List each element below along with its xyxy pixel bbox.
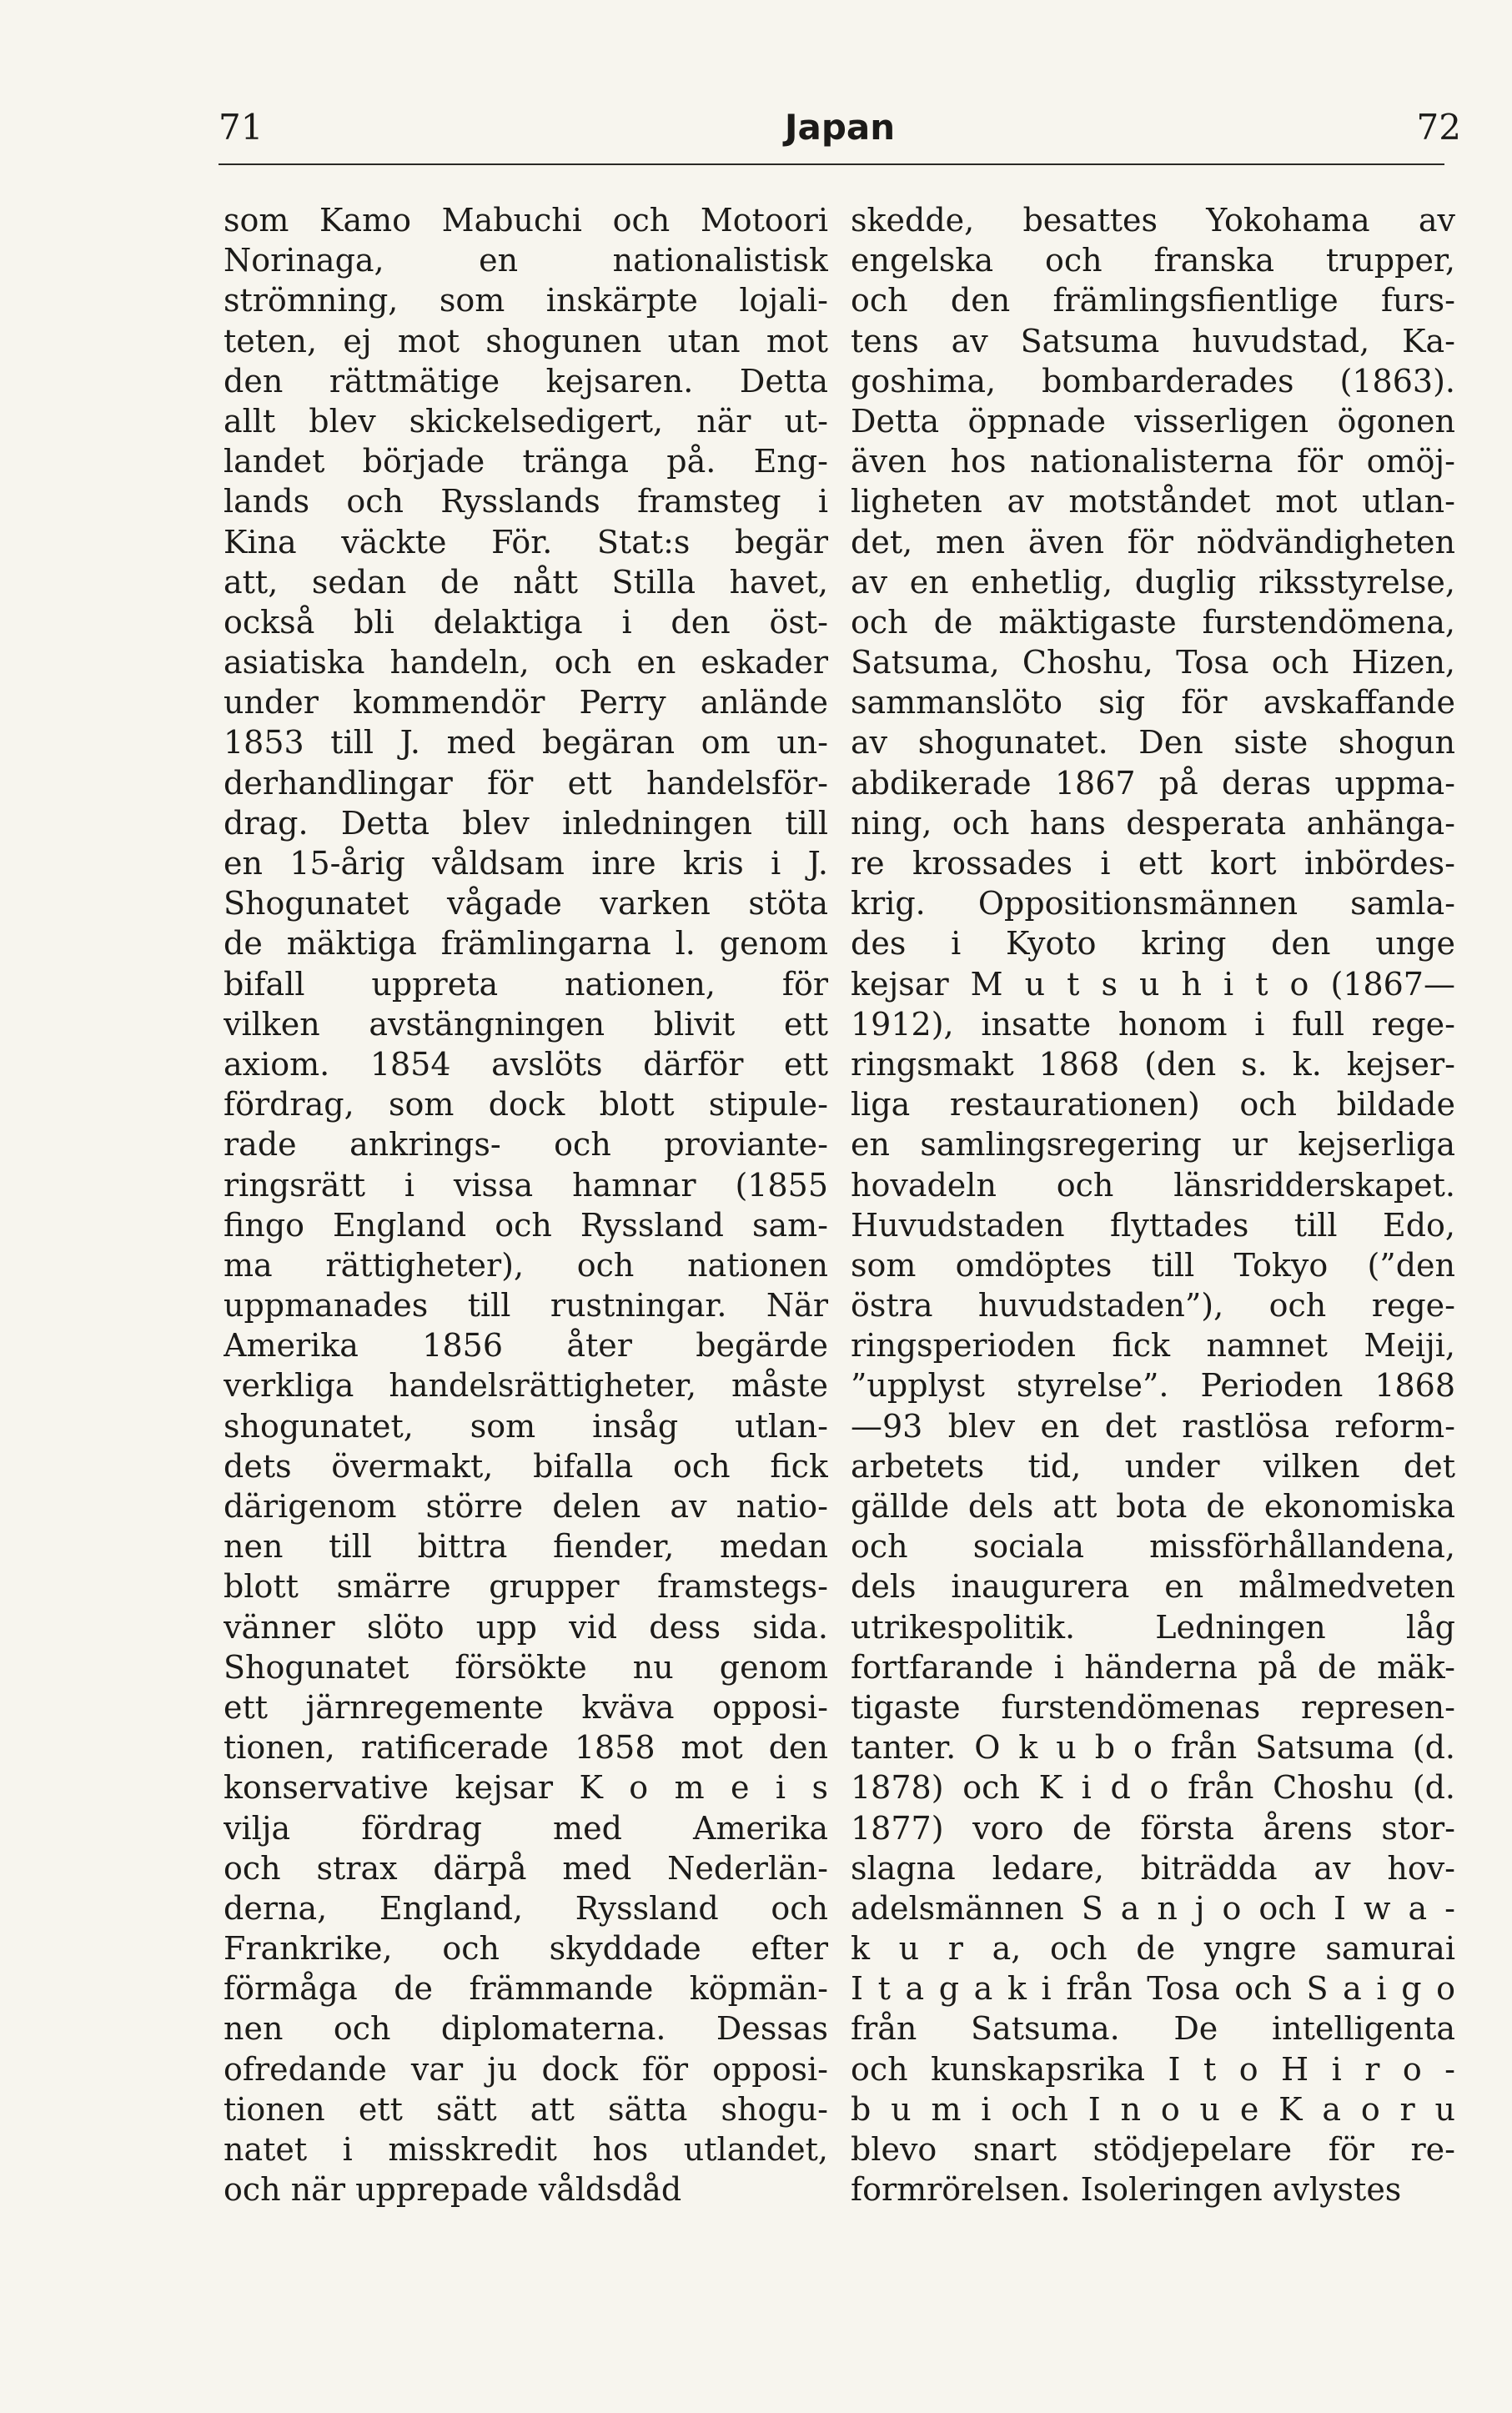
text-line: ringsmakt 1868 (den s. k. kejser- [851, 1045, 1455, 1083]
text-line: krig. Oppositionsmännen samla- [851, 885, 1455, 922]
right-text-column [851, 200, 1455, 2209]
text-line: liga restaurationen) och bildade [851, 1086, 1455, 1124]
text-line: fördrag, som dock blott stipule- [224, 1086, 828, 1124]
text-line: det, men även för nödvändigheten [851, 523, 1455, 561]
text-line: ringsperioden fick namnet Meiji, [851, 1327, 1455, 1365]
text-line: och strax därpå med Nederlän- [224, 1849, 828, 1887]
text-line: drag. Detta blev inledningen till [224, 804, 828, 842]
text-line: en samlingsregering ur kejserliga [851, 1126, 1455, 1164]
text-line: engelska och franska trupper, [851, 242, 1455, 279]
text-line: utrikespolitik. Ledningen låg [851, 1608, 1455, 1646]
text-line: —93 blev en det rastlösa reform- [851, 1407, 1455, 1445]
text-line: kejsar M u t s u h i t o (1867— [851, 965, 1455, 1003]
text-line: shogunatet, som insåg utlan- [224, 1407, 828, 1445]
text-line: en 15-årig våldsam inre kris i J. [224, 845, 828, 882]
text-line: allt blev skickelsedigert, när ut- [224, 402, 828, 440]
text-line: slagna ledare, biträdda av hov- [851, 1849, 1455, 1887]
text-line: av shogunatet. Den siste shogun [851, 724, 1455, 762]
text-line: den rättmätige kejsaren. Detta [224, 362, 828, 400]
text-line: strömning, som inskärpte lojali- [224, 282, 828, 319]
text-line: rade ankrings- och proviante- [224, 1126, 828, 1164]
text-line: 1912), insatte honom i full rege- [851, 1005, 1455, 1043]
text-line: lands och Rysslands framsteg i [224, 483, 828, 520]
text-line: 1877) voro de första årens stor- [851, 1809, 1455, 1847]
text-line: som omdöptes till Tokyo (”den [851, 1246, 1455, 1284]
text-line: tens av Satsuma huvudstad, Ka- [851, 322, 1455, 359]
text-line: b u m i och I n o u e K a o r u [851, 2090, 1455, 2128]
text-line: Satsuma, Choshu, Tosa och Hizen, [851, 644, 1455, 681]
text-line: nen till bittra fiender, medan [224, 1528, 828, 1566]
text-line: 1878) och K i d o från Choshu (d. [851, 1769, 1455, 1807]
text-line: natet i misskredit hos utlandet, [224, 2131, 828, 2168]
text-line: gällde dels att bota de ekonomiska [851, 1488, 1455, 1525]
text-line: Kina väckte För. Stat:s begär [224, 523, 828, 561]
text-line: från Satsuma. De intelligenta [851, 2010, 1455, 2048]
text-line: ”upplyst styrelse”. Perioden 1868 [851, 1367, 1455, 1405]
text-line: ligheten av motståndet mot utlan- [851, 483, 1455, 520]
header-rule [219, 163, 1444, 165]
text-line: Shogunatet försökte nu genom [224, 1648, 828, 1686]
text-line: teten, ej mot shogunen utan mot [224, 322, 828, 359]
text-line: också bli delaktiga i den öst- [224, 603, 828, 641]
text-line: ringsrätt i vissa hamnar (1855 [224, 1166, 828, 1204]
running-title: Japan [784, 107, 896, 148]
text-line: k u r a, och de yngre samurai [851, 1930, 1455, 1968]
text-line: blevo snart stödjepelare för re- [851, 2131, 1455, 2168]
text-line: abdikerade 1867 på deras uppma- [851, 764, 1455, 802]
text-line: och de mäktigaste furstendömena, [851, 603, 1455, 641]
text-line: axiom. 1854 avslöts därför ett [224, 1045, 828, 1083]
text-line: Amerika 1856 åter begärde [224, 1327, 828, 1365]
text-line: därigenom större delen av natio- [224, 1488, 828, 1525]
text-line: fortfarande i händerna på de mäk- [851, 1648, 1455, 1686]
text-line: och kunskapsrika I t o H i r o - [851, 2050, 1455, 2088]
text-line: blott smärre grupper framstegs- [224, 1568, 828, 1606]
text-line: tionen, ratificerade 1858 mot den [224, 1729, 828, 1767]
text-line: östra huvudstaden”), och rege- [851, 1287, 1455, 1325]
text-line: arbetets tid, under vilken det [851, 1447, 1455, 1485]
text-line: goshima, bombarderades (1863). [851, 362, 1455, 400]
text-line: Frankrike, och skyddade efter [224, 1930, 828, 1968]
text-line: formrörelsen. Isoleringen avlystes [851, 2171, 1402, 2209]
text-line: och sociala missförhållandena, [851, 1528, 1455, 1566]
text-line: Norinaga, en nationalistisk [224, 242, 828, 279]
text-line: vänner slöto upp vid dess sida. [224, 1608, 828, 1646]
text-line: som Kamo Mabuchi och Motoori [224, 202, 828, 239]
text-line: Detta öppnade visserligen ögonen [851, 402, 1455, 440]
text-line: ofredande var ju dock för opposi- [224, 2050, 828, 2088]
text-line: adelsmännen S a n j o och I w a - [851, 1889, 1455, 1927]
text-line: derhandlingar för ett handelsför- [224, 764, 828, 802]
text-line: verkliga handelsrättigheter, måste [224, 1367, 828, 1405]
text-line: under kommendör Perry anlände [224, 684, 828, 721]
text-line: derna, England, Ryssland och [224, 1889, 828, 1927]
text-line: I t a g a k i från Tosa och S a i g o [851, 1970, 1455, 2008]
text-line: Shogunatet vågade varken stöta [224, 885, 828, 922]
text-line: Huvudstaden flyttades till Edo, [851, 1206, 1455, 1244]
text-line: vilja fördrag med Amerika [224, 1809, 828, 1847]
text-line: dels inaugurera en målmedveten [851, 1568, 1455, 1606]
text-line: tionen ett sätt att sätta shogu- [224, 2090, 828, 2128]
text-line: och den främlingsfientlige furs- [851, 282, 1455, 319]
text-line: vilken avstängningen blivit ett [224, 1005, 828, 1043]
left-text-column [224, 200, 828, 2209]
text-line: ning, och hans desperata anhänga- [851, 804, 1455, 842]
text-line: uppmanades till rustningar. När [224, 1287, 828, 1325]
text-line: även hos nationalisterna för omöj- [851, 443, 1455, 480]
text-line: asiatiska handeln, och en eskader [224, 644, 828, 681]
text-line: och när upprepade våldsdåd [224, 2171, 682, 2209]
text-line: de mäktiga främlingarna l. genom [224, 925, 828, 963]
text-line: ma rättigheter), och nationen [224, 1246, 828, 1284]
text-line: tanter. O k u b o från Satsuma (d. [851, 1729, 1455, 1767]
text-line: bifall uppreta nationen, för [224, 965, 828, 1003]
text-line: des i Kyoto kring den unge [851, 925, 1455, 963]
text-line: re krossades i ett kort inbördes- [851, 845, 1455, 882]
right-page-number: 72 [1416, 107, 1461, 148]
text-line: konservative kejsar K o m e i s [224, 1769, 828, 1807]
text-line: nen och diplomaterna. Dessas [224, 2010, 828, 2048]
text-line: att, sedan de nått Stilla havet, [224, 563, 828, 601]
text-line: hovadeln och länsridderskapet. [851, 1166, 1455, 1204]
text-line: landet började tränga på. Eng- [224, 443, 828, 480]
text-line: ett järnregemente kväva opposi- [224, 1688, 828, 1726]
text-line: förmåga de främmande köpmän- [224, 1970, 828, 2008]
left-page-number: 71 [219, 107, 264, 148]
page-header [219, 107, 1461, 157]
text-line: dets övermakt, bifalla och fick [224, 1447, 828, 1485]
text-line: tigaste furstendömenas represen- [851, 1688, 1455, 1726]
text-line: fingo England och Ryssland sam- [224, 1206, 828, 1244]
text-line: sammanslöto sig för avskaffande [851, 684, 1455, 721]
text-line: skedde, besattes Yokohama av [851, 202, 1455, 239]
text-line: av en enhetlig, duglig riksstyrelse, [851, 563, 1455, 601]
text-line: 1853 till J. med begäran om un- [224, 724, 828, 762]
